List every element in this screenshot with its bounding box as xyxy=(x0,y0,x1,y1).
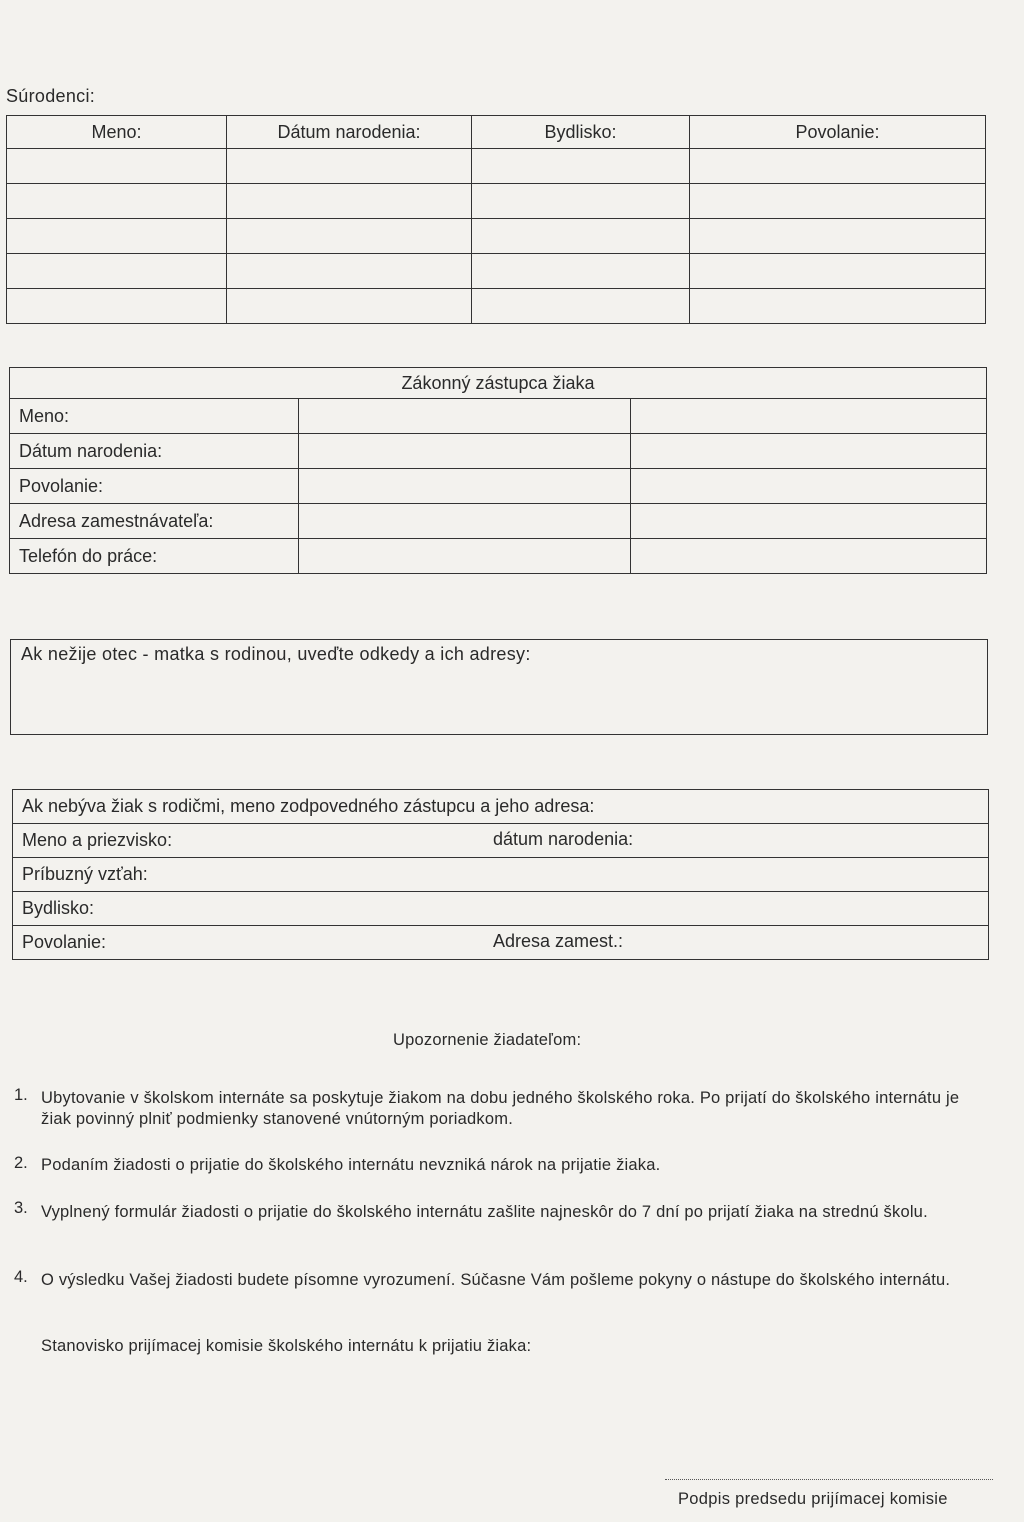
siblings-table xyxy=(6,115,986,324)
representative-table xyxy=(12,789,989,960)
siblings-cell[interactable] xyxy=(690,289,986,324)
siblings-cell[interactable] xyxy=(472,219,690,254)
siblings-cell[interactable] xyxy=(227,184,472,219)
siblings-cell[interactable] xyxy=(7,289,227,324)
commission-statement: Stanovisko prijímacej komisie školského internátu k prijatiu žiaka: xyxy=(41,1337,532,1355)
representative-job-row[interactable] xyxy=(13,926,989,960)
guardian-label-name: Meno: xyxy=(10,399,299,434)
guardian-cell[interactable] xyxy=(631,504,987,539)
guardian-title: Zákonný zástupca žiaka xyxy=(10,368,987,399)
representative-relation-row[interactable] xyxy=(13,858,989,892)
siblings-cell[interactable] xyxy=(227,289,472,324)
siblings-cell[interactable] xyxy=(690,254,986,289)
notice-title: Upozornenie žiadateľom: xyxy=(393,1031,582,1049)
guardian-cell[interactable] xyxy=(631,469,987,504)
signature-label: Podpis predsedu prijímacej komisie xyxy=(678,1490,948,1508)
parent-note-box[interactable] xyxy=(10,639,988,735)
guardian-cell[interactable] xyxy=(631,434,987,469)
representative-name-row[interactable] xyxy=(13,824,989,858)
guardian-cell[interactable] xyxy=(299,539,631,574)
siblings-title: Súrodenci: xyxy=(6,86,96,106)
guardian-cell[interactable] xyxy=(299,399,631,434)
guardian-label-occupation: Povolanie: xyxy=(10,469,299,504)
parent-note-label: Ak nežije otec - matka s rodinou, uveďte odkedy a ich adresy: xyxy=(21,644,531,664)
notice-item-text: Vyplnený formulár žiadosti o prijatie do školského internátu zašlite najneskôr do 7 dní po prijatí žiaka na strednú školu. xyxy=(41,1203,928,1221)
siblings-cell[interactable] xyxy=(690,184,986,219)
siblings-cell[interactable] xyxy=(472,254,690,289)
guardian-table xyxy=(9,367,987,574)
notice-item-number: 1. xyxy=(14,1086,28,1104)
siblings-cell[interactable] xyxy=(7,149,227,184)
notice-item-number: 4. xyxy=(14,1268,28,1286)
notice-item-text: Podaním žiadosti o prijatie do školského internátu nevzniká nárok na prijatie žiaka. xyxy=(41,1156,661,1174)
guardian-cell[interactable] xyxy=(299,469,631,504)
notice-item-text: O výsledku Vašej žiadosti budete písomne vyrozumení. Súčasne Vám pošleme pokyny o nástupe do školského internátu. xyxy=(41,1271,951,1289)
representative-relation-label: Príbuzný vzťah: xyxy=(22,864,148,884)
siblings-cell[interactable] xyxy=(227,254,472,289)
representative-name-label: Meno a priezvisko: xyxy=(22,830,173,850)
representative-employer-label: Adresa zamest.: xyxy=(493,931,624,951)
guardian-label-employer-address: Adresa zamestnávateľa: xyxy=(10,504,299,539)
representative-address-row[interactable] xyxy=(13,892,989,926)
guardian-cell[interactable] xyxy=(299,504,631,539)
siblings-cell[interactable] xyxy=(7,254,227,289)
representative-dob-label: dátum narodenia: xyxy=(493,829,634,849)
signature-line[interactable] xyxy=(665,1479,993,1480)
siblings-header-name: Meno: xyxy=(7,116,227,149)
siblings-cell[interactable] xyxy=(472,184,690,219)
guardian-label-dob: Dátum narodenia: xyxy=(10,434,299,469)
notice-item-number: 3. xyxy=(14,1199,28,1217)
notice-item-number: 2. xyxy=(14,1154,28,1172)
siblings-cell[interactable] xyxy=(690,219,986,254)
guardian-cell[interactable] xyxy=(631,539,987,574)
siblings-cell[interactable] xyxy=(227,219,472,254)
siblings-cell[interactable] xyxy=(690,149,986,184)
siblings-cell[interactable] xyxy=(227,149,472,184)
siblings-header-dob: Dátum narodenia: xyxy=(227,116,472,149)
siblings-cell[interactable] xyxy=(7,184,227,219)
siblings-cell[interactable] xyxy=(472,289,690,324)
siblings-cell[interactable] xyxy=(7,219,227,254)
guardian-cell[interactable] xyxy=(299,434,631,469)
representative-address-label: Bydlisko: xyxy=(22,898,95,918)
siblings-header-residence: Bydlisko: xyxy=(472,116,690,149)
notice-item-text: Ubytovanie v školskom internáte sa poskytuje žiakom na dobu jedného školského roka. Po prijatí do školského internátu je žiak povinný plniť podmienky stanovené vnútorným poriadkom. xyxy=(41,1089,960,1128)
representative-job-label: Povolanie: xyxy=(22,932,107,952)
guardian-cell[interactable] xyxy=(631,399,987,434)
siblings-cell[interactable] xyxy=(472,149,690,184)
siblings-header-occupation: Povolanie: xyxy=(690,116,986,149)
representative-title: Ak nebýva žiak s rodičmi, meno zodpovedného zástupcu a jeho adresa: xyxy=(13,790,989,824)
guardian-label-work-phone: Telefón do práce: xyxy=(10,539,299,574)
